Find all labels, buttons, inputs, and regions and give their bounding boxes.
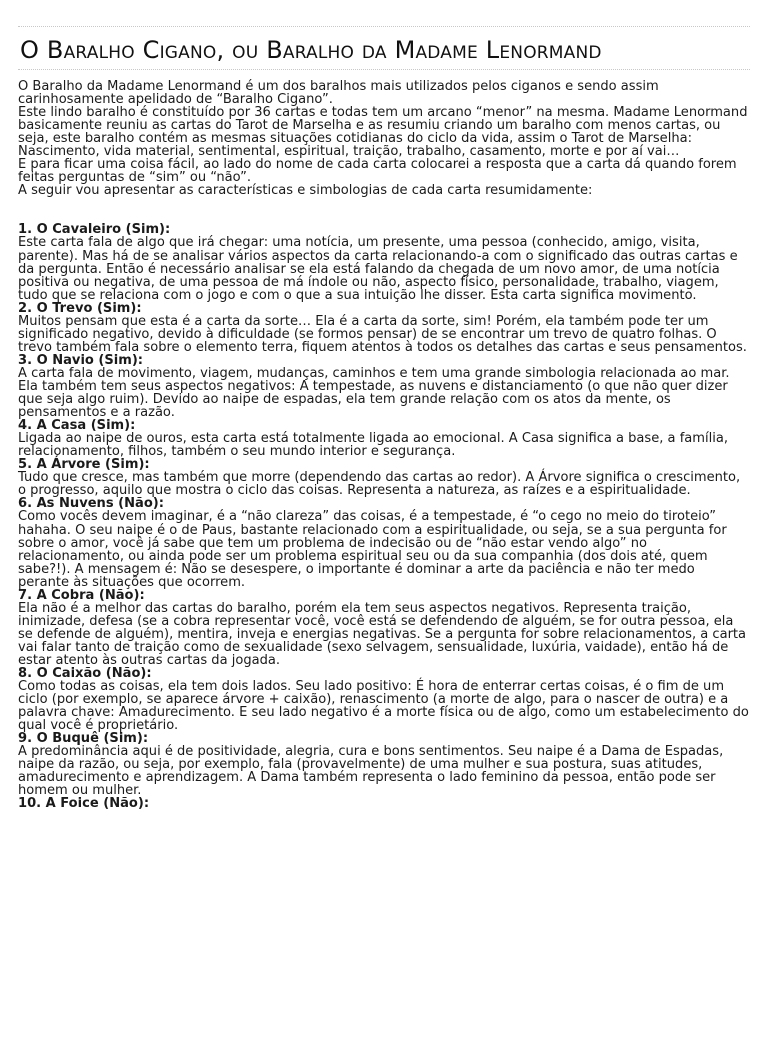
card-description: A predominância aqui é de positividade, alegria, cura e bons sentimentos. Seu naipe é a Dama de Espadas, naipe da razão, ou seja, por exemplo, fala (provavelmente) de uma mulher e sua postura, suas atitudes, amadurecimento e aprendizagem. A Dama também representa o lado feminino da pessoa, então pode ser homem ou mulher.: [18, 744, 724, 799]
card-entry-cavaleiro: [18, 223, 750, 301]
card-description: Como todas as coisas, ela tem dois lados. Seu lado positivo: É hora de enterrar certas coisas, é o fim de um ciclo (por exemplo, se aparece árvore + caixão), renascimento (a morte de algo, para o nascer de outra) e a palavra chave: Amadurecimento. E seu lado negativo é a morte física ou de algo, como um estabelecimento do qual você é proprietário.: [18, 679, 749, 734]
document-page: [0, 26, 768, 1050]
card-description: Como vocês devem imaginar, é a “não clareza” das coisas, é a tempestade, é “o cego no meio do tiroteio” hahaha. O seu naipe é o de Paus, bastante relacionado com a espiritualidade, ou seja, se a sua pergunta for sobre o amor, você já sabe que tem um problema de indecisão ou de “não estar vendo algo” no relacionamento, ou ainda pode ser um problema espiritual seu ou da sua companhia (dos dois até, quem sabe?!). A mensagem é: Não se desespere, o importante é dominar a arte da paciência e não ter medo perante às situações que ocorrem.: [18, 509, 727, 590]
top-divider: [18, 26, 750, 27]
card-entry-cobra: [18, 589, 750, 667]
card-entry-buque: [18, 732, 750, 797]
card-entry-navio: [18, 354, 750, 419]
card-entry-nuvens: [18, 497, 750, 588]
card-heading: 10. A Foice (Não):: [18, 796, 150, 812]
card-entry-foice: [18, 797, 750, 810]
card-heading: 9. O Buquê (Sim):: [18, 731, 149, 747]
card-entry-caixao: [18, 667, 750, 732]
card-description: A carta fala de movimento, viagem, mudanças, caminhos e tem uma grande simbologia relacionada ao mar. Ela também tem seus aspectos negativos: A tempestade, as nuvens e distanciamento (o que não quer dizer que seja algo ruim). Devido ao naipe de espadas, ela tem grande relação com os atos da mente, os pensamentos e a razão.: [18, 365, 730, 421]
card-heading: 2. O Trevo (Sim):: [18, 300, 142, 316]
card-heading: 4. A Casa (Sim):: [18, 418, 136, 434]
title-divider: [18, 69, 750, 70]
intro-paragraph: O Baralho da Madame Lenormand é um dos baralhos mais utilizados pelos ciganos e sendo assim carinhosamente apelidado de “Baralho Cigano”.: [18, 79, 659, 108]
card-description: Tudo que cresce, mas também que morre (dependendo das cartas ao redor). A Árvore significa o crescimento, o progresso, aquilo que mostra o ciclo das coisas. Representa a natureza, as raízes e a espiritualidade.: [18, 470, 741, 499]
card-description: Ligada ao naipe de ouros, esta carta está totalmente ligada ao emocional. A Casa significa a base, a família, relacionamento, filhos, também o seu mundo interior e segurança.: [18, 431, 729, 460]
section-spacer: [18, 197, 750, 223]
page-title: O Baralho Cigano, ou Baralho da Madame Lenormand: [20, 36, 602, 64]
document-body: [18, 80, 750, 811]
intro-paragraph: Este lindo baralho é constituído por 36 cartas e todas tem um arcano “menor” na mesma. Madame Lenormand basicamente reuniu as cartas do Tarot de Marselha e as resumiu criando um baralho com menos cartas, ou seja, este baralho contém as mesmas situações cotidianas do ciclo da vida, assim o Tarot de Marselha: Nascimento, vida material, sentimental, espiritual, traição, trabalho, casamento, morte e por aí vai…: [18, 105, 748, 160]
card-heading: 8. O Caixão (Não):: [18, 666, 152, 682]
card-entry-casa: [18, 419, 750, 458]
intro-paragraph: E para ficar uma coisa fácil, ao lado do nome de cada carta colocarei a resposta que a carta dá quando forem feitas perguntas de “sim” ou “não”.: [18, 157, 737, 186]
card-entry-arvore: [18, 458, 750, 497]
intro-paragraph: A seguir vou apresentar as características e simbologias de cada carta resumidamente:: [18, 183, 593, 199]
card-heading: 5. A Árvore (Sim):: [18, 457, 150, 473]
card-heading: 3. O Navio (Sim):: [18, 352, 144, 368]
card-heading: 7. A Cobra (Não):: [18, 587, 145, 603]
card-entry-trevo: [18, 302, 750, 354]
card-description: Ela não é a melhor das cartas do baralho, porém ela tem seus aspectos negativos. Representa traição, inimizade, defesa (se a cobra representar você, você está se defendendo de alguém, se for outra pessoa, ela se defende de alguém), mentira, inveja e energias negativas. Se a pergunta for sobre relacionamentos, a carta vai falar tanto de traição como de sexualidade (sexo selvagem, sensualidade, luxúria, vaidade), então há de estar atento às outras cartas da jogada.: [18, 600, 747, 668]
card-heading: 6. As Nuvens (Não):: [18, 496, 164, 512]
card-heading: 1. O Cavaleiro (Sim):: [18, 222, 171, 238]
card-description: Muitos pensam que esta é a carta da sorte… Ela é a carta da sorte, sim! Porém, ela também pode ter um significado negativo, devido à dificuldade (se formos pensar) de se encontrar um trevo de quatro folhas. O trevo também fala sobre o elemento terra, fiquem atentos à todos os detalhes das cartas e seus pensamentos.: [18, 313, 747, 355]
card-description: Este carta fala de algo que irá chegar: uma notícia, um presente, uma pessoa (conhecido, amigo, visita, parente). Mas há de se analisar vários aspectos da carta relacionando-a com o significado das outras cartas e da pergunta. Então é necessário analisar se ela está falando da chegada de um novo amor, de uma notícia positiva ou negativa, de uma pessoa de má índole ou não, aspecto físico, personalidade, trabalho, viagem, tudo que se relaciona com o jogo e com o que a sua intuição lhe disser. Esta carta significa movimento.: [18, 235, 738, 303]
